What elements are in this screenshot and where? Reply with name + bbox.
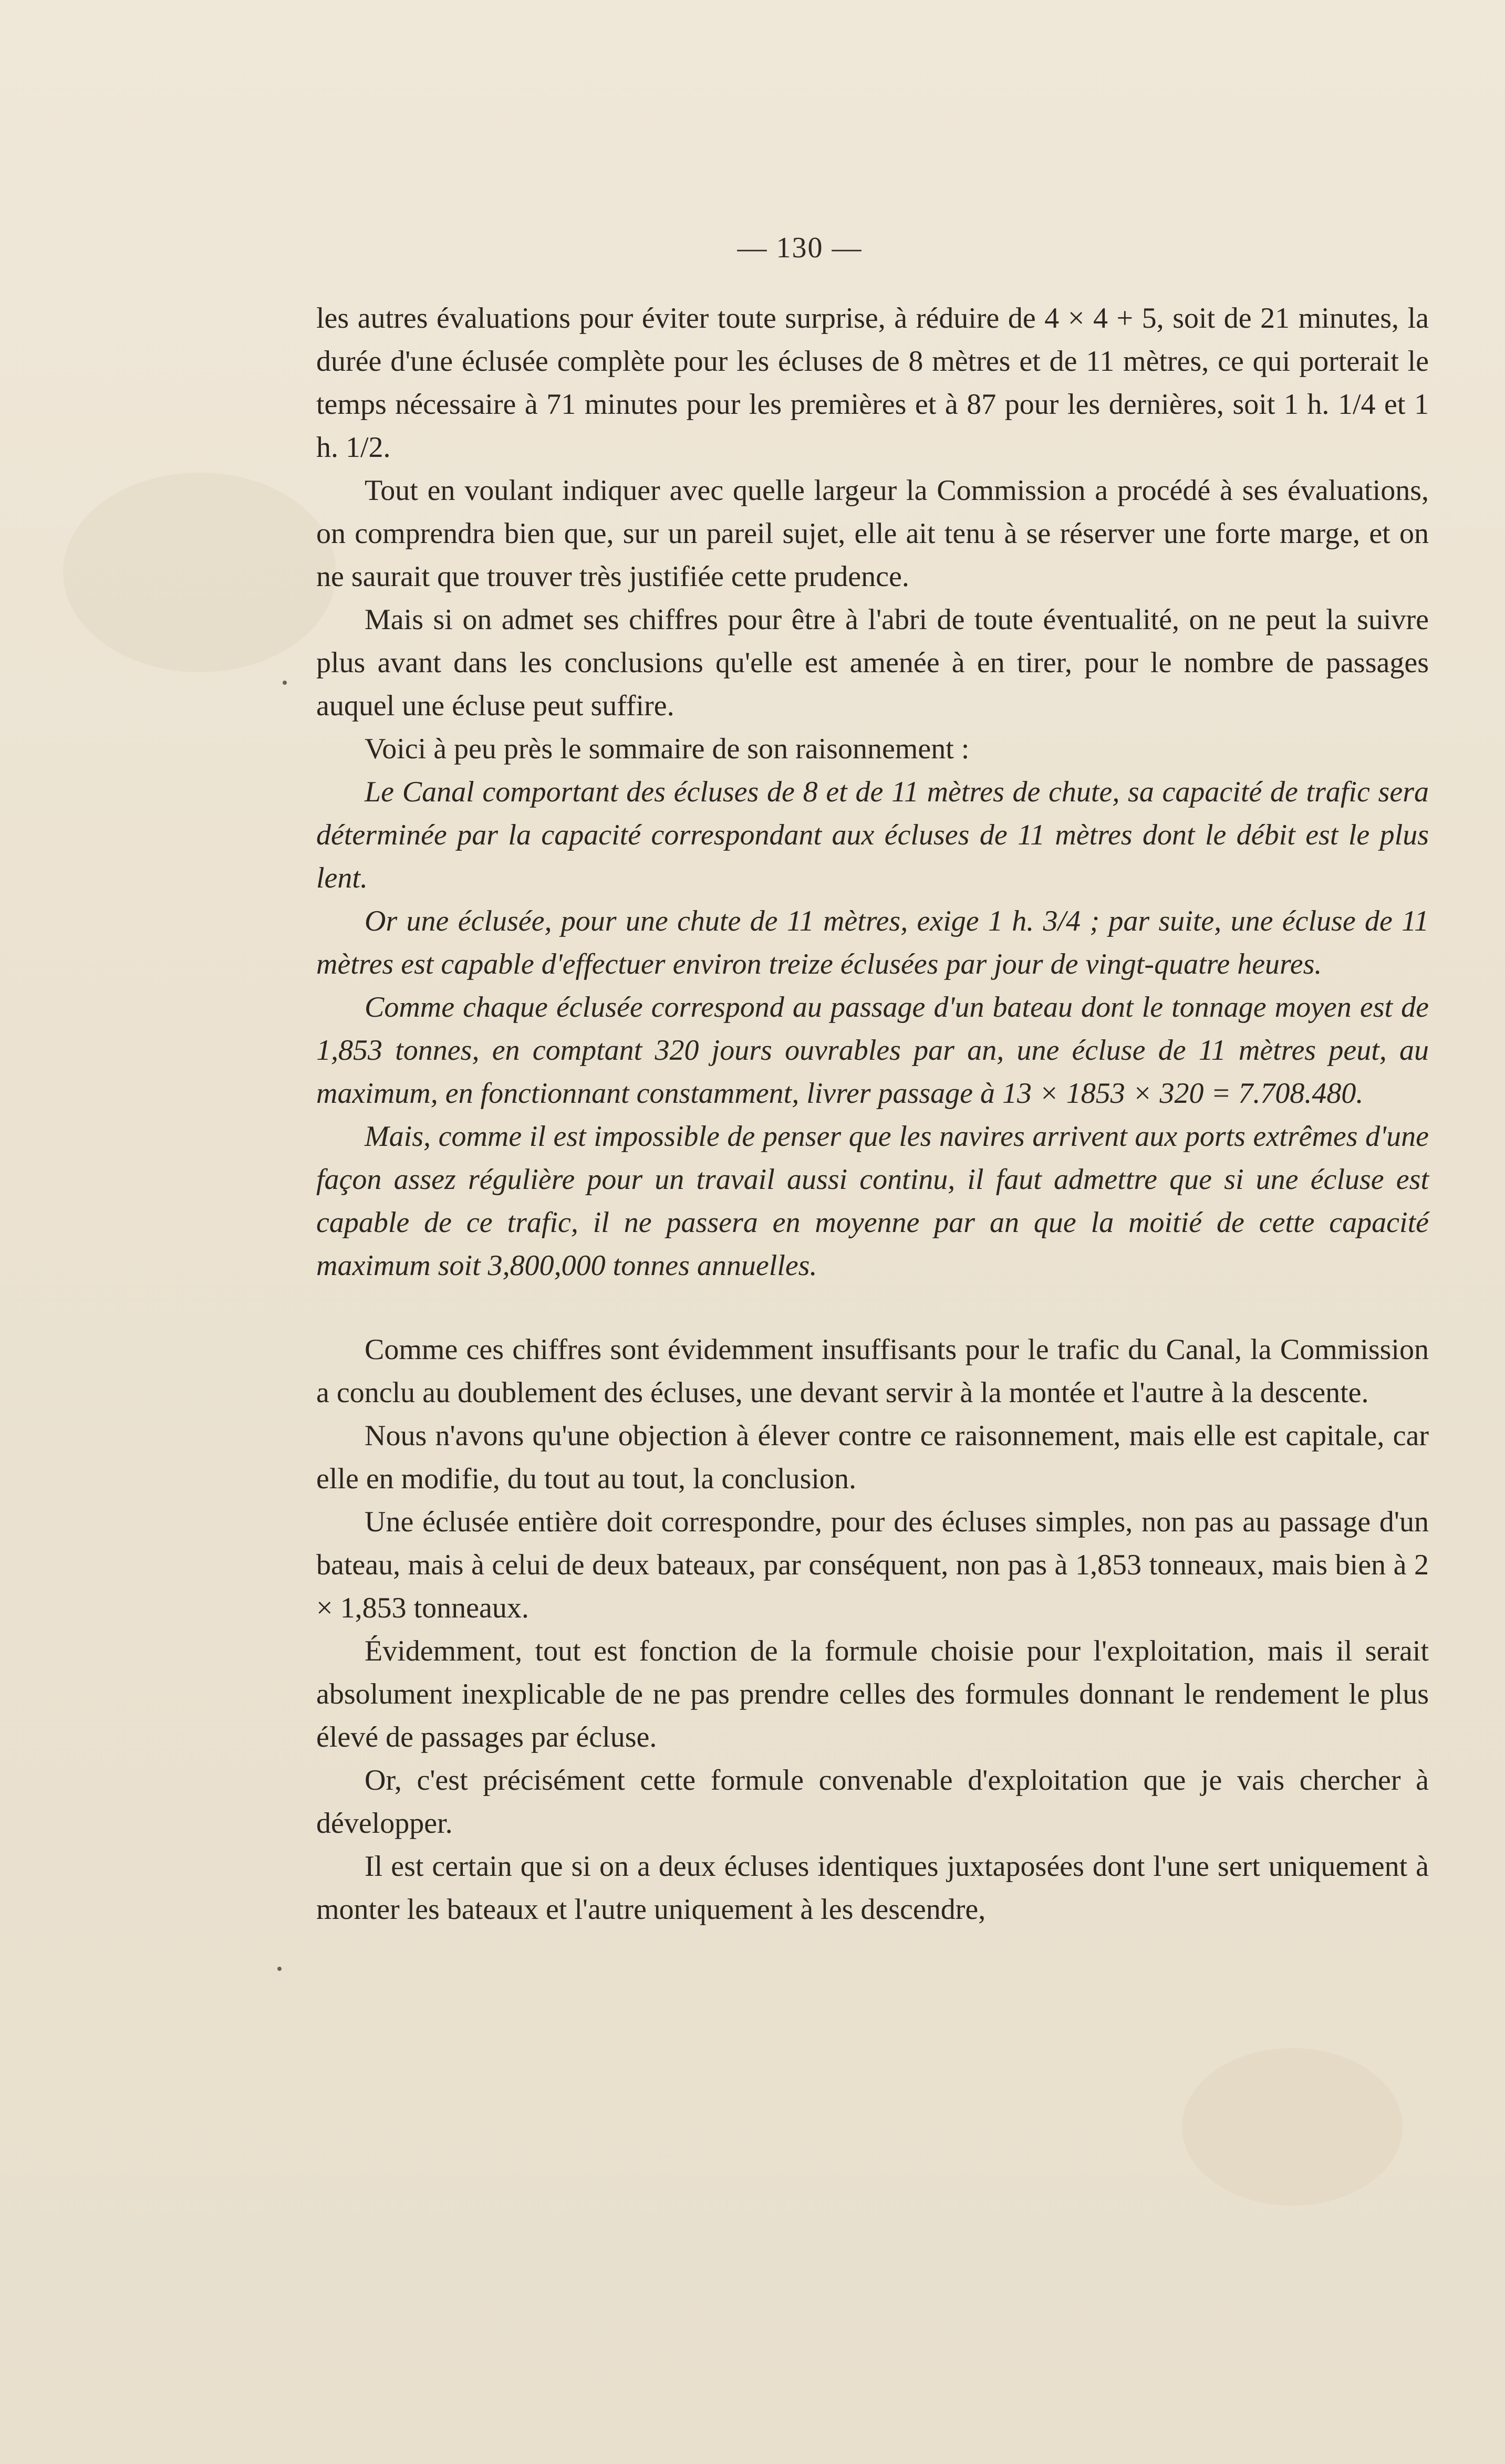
italic-paragraph: Le Canal comportant des écluses de 8 et de 11 mètres de chute, sa capacité de trafic sera déterminée par la capacité correspondant aux écluses de 11 mètres dont le débit est le plus lent.	[316, 776, 1429, 894]
paragraph: les autres évaluations pour éviter toute surprise, à réduire de 4 × 4 + 5, soit de 21 minutes, la durée d'une éclusée complète pour les écluses de 8 mètres et de 11 mètres, ce qui porterait le temps nécessaire à 71 minutes pour les premières et à 87 pour les dernières, soit 1 h. 1/4 et 1 h. 1/2.	[316, 302, 1429, 464]
margin-dot	[277, 1967, 282, 1971]
paragraph: Tout en voulant indiquer avec quelle largeur la Commission a procédé à ses évaluations, on comprendra bien que, sur un pareil sujet, elle ait tenu à se réserver une forte marge, et on ne saurait que trouver très justifiée cette prudence.	[316, 474, 1429, 593]
paper-stain	[63, 473, 336, 672]
body-text	[316, 297, 1429, 1931]
paragraph: Voici à peu près le sommaire de son raisonnement :	[365, 733, 970, 765]
paragraph: Nous n'avons qu'une objection à élever contre ce raisonnement, mais elle est capitale, car elle en modifie, du tout au tout, la conclusion.	[316, 1419, 1429, 1495]
italic-paragraph: Mais, comme il est impossible de penser que les navires arrivent aux ports extrêmes d'une façon assez régulière pour un travail aussi continu, il faut admettre que si une écluse est capable de ce trafic, il ne passera en moyenne par an que la moitié de cette capacité maximum soit 3,800,000 tonnes annuelles.	[316, 1120, 1429, 1282]
paragraph: Une éclusée entière doit correspondre, pour des écluses simples, non pas au passage d'un bateau, mais à celui de deux bateaux, par conséquent, non pas à 1,853 tonneaux, mais bien à 2 × 1,853 tonneaux.	[316, 1506, 1429, 1624]
paper-stain	[1182, 2048, 1403, 2206]
paragraph: Il est certain que si on a deux écluses identiques juxtaposées dont l'une sert uniquement à monter les bateaux et l'autre uniquement à les descendre,	[316, 1850, 1429, 1926]
margin-dot	[283, 681, 287, 685]
paragraph: Or, c'est précisément cette formule convenable d'exploitation que je vais chercher à développer.	[316, 1764, 1429, 1840]
italic-paragraph: Comme chaque éclusée correspond au passage d'un bateau dont le tonnage moyen est de 1,853 tonnes, en comptant 320 jours ouvrables par an, une écluse de 11 mètres peut, au maximum, en fonctionnant constamment, livrer passage à 13 × 1853 × 320 = 7.708.480.	[316, 991, 1429, 1110]
italic-paragraph: Or une éclusée, pour une chute de 11 mètres, exige 1 h. 3/4 ; par suite, une écluse de 11 mètres est capable d'effectuer environ treize éclusées par jour de vingt-quatre heures.	[316, 905, 1429, 980]
page-number: — 130 —	[737, 232, 863, 264]
paragraph: Comme ces chiffres sont évidemment insuffisants pour le trafic du Canal, la Commission a conclu au doublement des écluses, une devant servir à la montée et l'autre à la descente.	[316, 1333, 1429, 1409]
paragraph: Mais si on admet ses chiffres pour être à l'abri de toute éventualité, on ne peut la suivre plus avant dans les conclusions qu'elle est amenée à en tirer, pour le nombre de passages auquel une écluse peut suffire.	[316, 603, 1429, 722]
paragraph: Évidemment, tout est fonction de la formule choisie pour l'exploitation, mais il serait absolument inexplicable de ne pas prendre celles des formules donnant le rendement le plus élevé de passages par écluse.	[316, 1635, 1429, 1753]
